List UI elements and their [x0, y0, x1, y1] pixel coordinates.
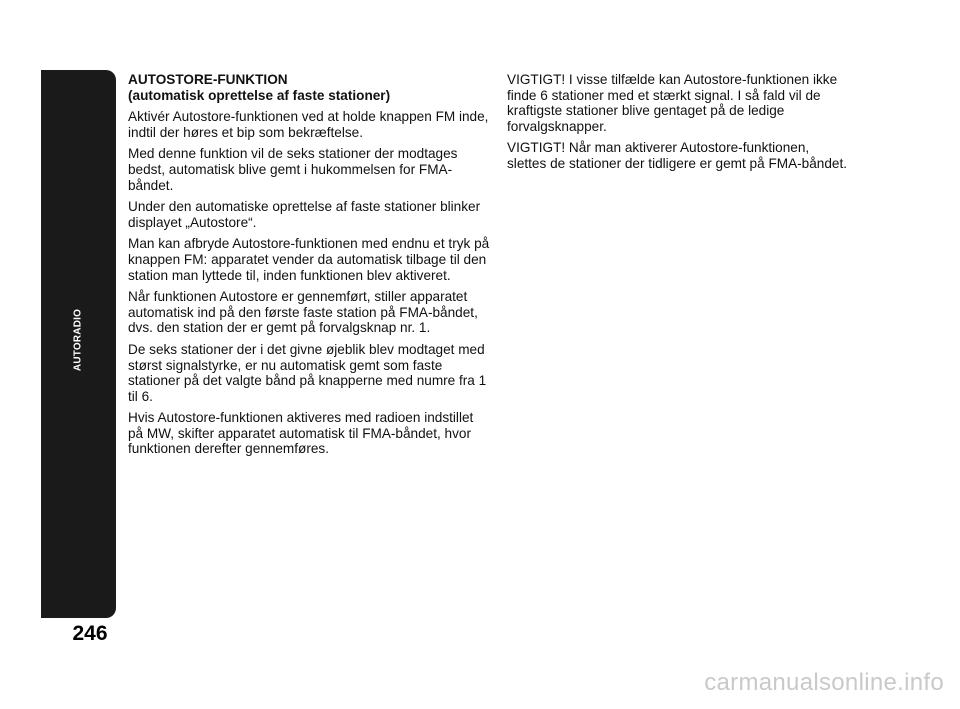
heading-line-2: (automatisk oprettelse af faste stationer) [128, 87, 391, 103]
paragraph: Under den automatiske oprettelse af faste stationer blinker displayet „Autostore“. [128, 199, 481, 230]
paragraph: Hvis Autostore-funktionen aktiveres med radioen indstillet på MW, skifter apparatet automatisk til FMA-båndet, hvor funktionen derefter gennemføres. [128, 410, 474, 457]
left-column [128, 72, 490, 463]
important-note: VIGTIGT! Når man aktiverer Autostore-funktionen, slettes de stationer der tidligere er gemt på FMA-båndet. [507, 140, 848, 171]
section-label: AUTORADIO [72, 308, 84, 372]
paragraph: De seks stationer der i det givne øjeblik blev modtaget med størst signalstyrke, er nu automatisk gemt som faste stationer på det valgte bånd på knapperne med numre fra 1 til 6. [128, 341, 487, 404]
heading-line-1: AUTOSTORE-FUNKTION [128, 72, 288, 87]
important-note: VIGTIGT! I visse tilfælde kan Autostore-funktionen ikke finde 6 stationer med et stærkt signal. I så fald vil de kraftigste stationer blive gentaget på de ledige forvalgsknapper. [507, 72, 838, 134]
section-heading [128, 72, 490, 103]
paragraph: Man kan afbryde Autostore-funktionen med endnu et tryk på knappen FM: apparatet vender da automatisk tilbage til den station man lyttede til, inden funktionen blev aktiveret. [128, 236, 490, 283]
right-column [507, 72, 852, 178]
paragraph: Når funktionen Autostore er gennemført, stiller apparatet automatisk ind på den første faste station på FMA-båndet, dvs. den station der er gemt på forvalgsknap nr. 1. [128, 289, 478, 336]
paragraph: Med denne funktion vil de seks stationer der modtages bedst, automatisk blive gemt i hukommelsen for FMA-båndet. [128, 146, 458, 193]
paragraph: Aktivér Autostore-funktionen ved at holde knappen FM inde, indtil der høres et bip som bekræftelse. [128, 109, 489, 140]
page-number: 246 [72, 622, 108, 645]
watermark: carmanualsonline.info [704, 669, 944, 696]
